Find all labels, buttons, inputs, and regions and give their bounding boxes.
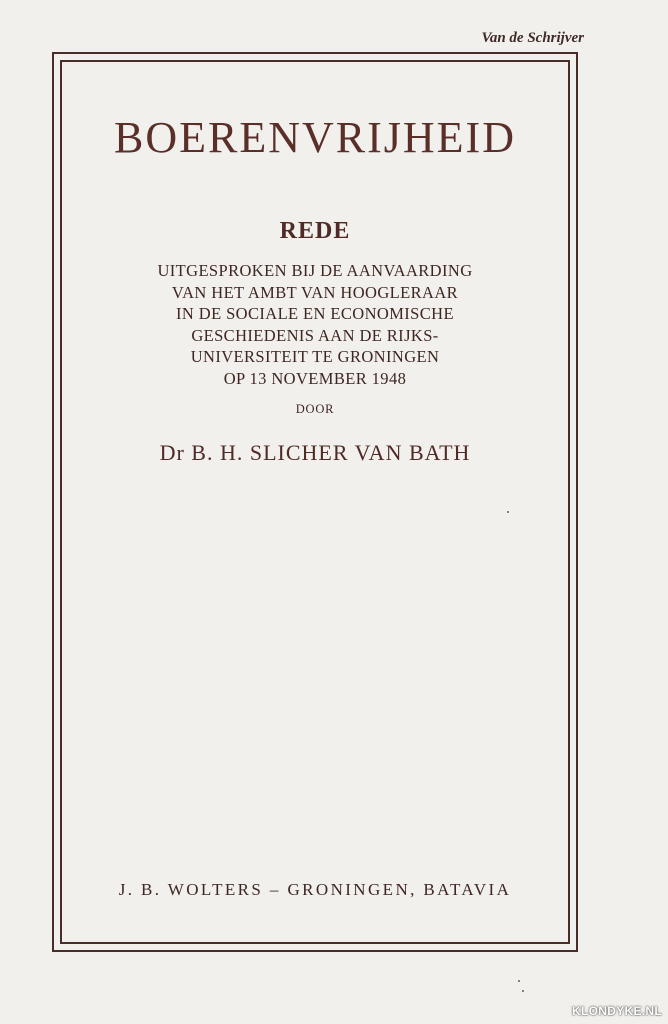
publisher-line: J. B. WOLTERS – GRONINGEN, BATAVIA (118, 880, 512, 899)
description-block (60, 260, 570, 389)
description-line: OP 13 NOVEMBER 1948 (223, 368, 407, 388)
author-name: B. H. SLICHER VAN BATH (191, 440, 471, 465)
watermark: KLONDYKE.NL (572, 1004, 662, 1018)
description-line: GESCHIEDENIS AAN DE RIJKS- (191, 325, 439, 345)
title-page (60, 60, 570, 944)
paper-speck (507, 511, 509, 513)
description-line: UNIVERSITEIT TE GRONINGEN (190, 347, 440, 366)
author-line (60, 440, 570, 466)
author-prefix: Dr (159, 440, 185, 465)
author-dedication-stamp: Van de Schrijver (481, 30, 584, 46)
description-line: VAN HET AMBT VAN HOOGLERAAR (171, 282, 459, 302)
paper-speck (518, 980, 520, 982)
paper-speck (522, 990, 524, 992)
description-line: IN DE SOCIALE EN ECONOMISCHE (176, 304, 454, 323)
description-line: UITGESPROKEN BIJ DE AANVAARDING (157, 261, 473, 280)
book-title: BOERENVRIJHEID (114, 113, 516, 162)
book-subtitle: REDE (279, 218, 351, 244)
by-label: DOOR (295, 402, 335, 416)
